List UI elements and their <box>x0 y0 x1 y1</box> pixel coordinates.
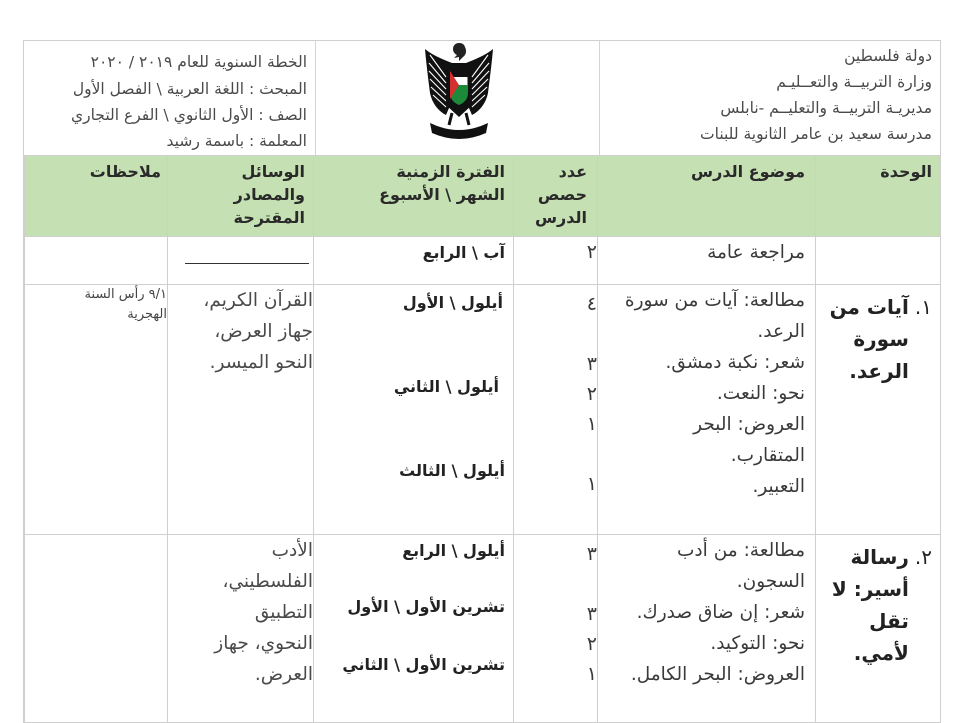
unit-index: ١. <box>914 295 932 319</box>
palestine-eagle-emblem-icon <box>422 41 496 141</box>
unit-cell <box>816 237 941 285</box>
topic-line: السجون. <box>736 571 805 592</box>
topic-line: العروض: البحر الكامل. <box>630 664 805 685</box>
topic-line: شعر: نكبة دمشق. <box>665 352 805 373</box>
unit-index: ٢. <box>914 545 932 569</box>
resource-line: الأدب <box>271 540 313 561</box>
period-cell <box>314 285 514 535</box>
unit-cell <box>816 285 941 535</box>
plan-year: الخطة السنوية للعام ٢٠١٩ / ٢٠٢٠ <box>90 53 307 71</box>
table-row <box>25 285 941 535</box>
count-value: ٣ <box>586 603 597 625</box>
col-count-label: عدد حصص الدرس <box>534 162 587 227</box>
resource-line: التطبيق <box>254 602 313 623</box>
count-value <box>514 319 597 349</box>
count-value <box>514 439 597 469</box>
notes-cell <box>25 237 168 285</box>
period-cell <box>314 237 514 285</box>
unit-name: رسالة أسير: لا تقل لأمي. <box>831 545 909 665</box>
institution-block <box>600 41 940 155</box>
count-value <box>514 569 597 599</box>
period-cell <box>314 535 514 723</box>
table-row <box>25 535 941 723</box>
note-line: الهجرية <box>127 307 167 322</box>
count-value: ١ <box>586 663 597 685</box>
resource-line: النحوي، جهاز <box>214 633 313 654</box>
plan-info-block <box>24 41 316 155</box>
plan-page <box>23 40 941 723</box>
topic-line: شعر: إن ضاق صدرك. <box>636 602 805 623</box>
resource-line: النحو الميسر. <box>209 352 313 373</box>
unit-title <box>816 541 932 669</box>
period-value: أيلول \ الثالث <box>399 461 505 480</box>
topic-cell <box>598 285 816 535</box>
directorate-name: مديريـة التربيــة والتعليــم -نابلس <box>720 99 932 117</box>
period-value: أيلول \ الأول <box>402 293 503 312</box>
count-cell <box>514 285 598 535</box>
col-period-label: الفترة الزمنية الشهر \ الأسبوع <box>379 162 505 204</box>
emblem-block <box>316 41 600 155</box>
topic-line: المتقارب. <box>730 445 805 466</box>
topic-line: نحو: التوكيد. <box>710 633 805 654</box>
count-cell <box>514 535 598 723</box>
count-value: ٢ <box>586 633 597 655</box>
count-value: ٣ <box>586 543 597 565</box>
count-value: ٢ <box>586 241 597 263</box>
resource-line: الفلسطيني، <box>222 571 313 592</box>
topic-cell <box>598 237 816 285</box>
count-value: ١ <box>586 413 597 435</box>
note-line: ٩/١ رأس السنة <box>84 287 167 302</box>
period-value: آب \ الرابع <box>422 243 505 262</box>
notes-cell <box>25 535 168 723</box>
table-header-row <box>25 156 941 237</box>
topic-line: التعبير. <box>752 476 805 497</box>
period-value: تشرين الأول \ الثاني <box>342 655 505 674</box>
col-period-header <box>314 156 514 237</box>
col-notes-header: ملاحظات <box>25 156 168 237</box>
school-name: مدرسة سعيد بن عامر الثانوية للبنات <box>700 125 932 143</box>
plan-subject: المبحث : اللغة العربية \ الفصل الأول <box>72 80 307 98</box>
resource-line: القرآن الكريم، <box>203 290 313 311</box>
document-header <box>24 41 940 155</box>
period-value: أيلول \ الثاني <box>393 377 499 396</box>
topic-line: العروض: البحر <box>693 414 805 435</box>
state-name: دولة فلسطين <box>844 47 932 65</box>
plan-class: الصف : الأول الثانوي \ الفرع التجاري <box>70 106 307 124</box>
unit-title <box>816 291 932 387</box>
col-unit-header: الوحدة <box>816 156 941 237</box>
period-value: أيلول \ الرابع <box>402 541 505 560</box>
period-value: تشرين الأول \ الأول <box>347 597 505 616</box>
topic-line: الرعد. <box>757 321 805 342</box>
resource-line: العرض. <box>254 664 313 685</box>
topic-text: مراجعة عامة <box>707 242 805 263</box>
resources-cell <box>168 237 314 285</box>
annual-plan-table <box>24 155 941 723</box>
topic-line: نحو: النعت. <box>716 383 805 404</box>
table-row <box>25 237 941 285</box>
notes-cell <box>25 285 168 535</box>
plan-teacher: المعلمة : باسمة رشيد <box>166 132 307 150</box>
count-cell <box>514 237 598 285</box>
blank-underline <box>185 237 309 264</box>
unit-cell <box>816 535 941 723</box>
count-value: ١ <box>586 473 597 495</box>
topic-cell <box>598 535 816 723</box>
resources-cell <box>168 285 314 535</box>
resource-line: جهاز العرض، <box>214 321 313 342</box>
col-count-header <box>514 156 598 237</box>
ministry-name: وزارة التربيــة والتعــليـم <box>776 73 932 91</box>
unit-name: آيات من سورة الرعد. <box>829 295 909 383</box>
resources-cell <box>168 535 314 723</box>
count-value: ٢ <box>586 383 597 405</box>
topic-line: مطالعة: من أدب <box>677 540 805 561</box>
count-value: ٤ <box>586 293 597 315</box>
col-topic-header: موضوع الدرس <box>598 156 816 237</box>
col-resources-label: الوسائل والمصادر المقترحة <box>233 162 305 227</box>
count-value: ٣ <box>586 353 597 375</box>
topic-line: مطالعة: آيات من سورة <box>624 290 805 311</box>
col-resources-header <box>168 156 314 237</box>
